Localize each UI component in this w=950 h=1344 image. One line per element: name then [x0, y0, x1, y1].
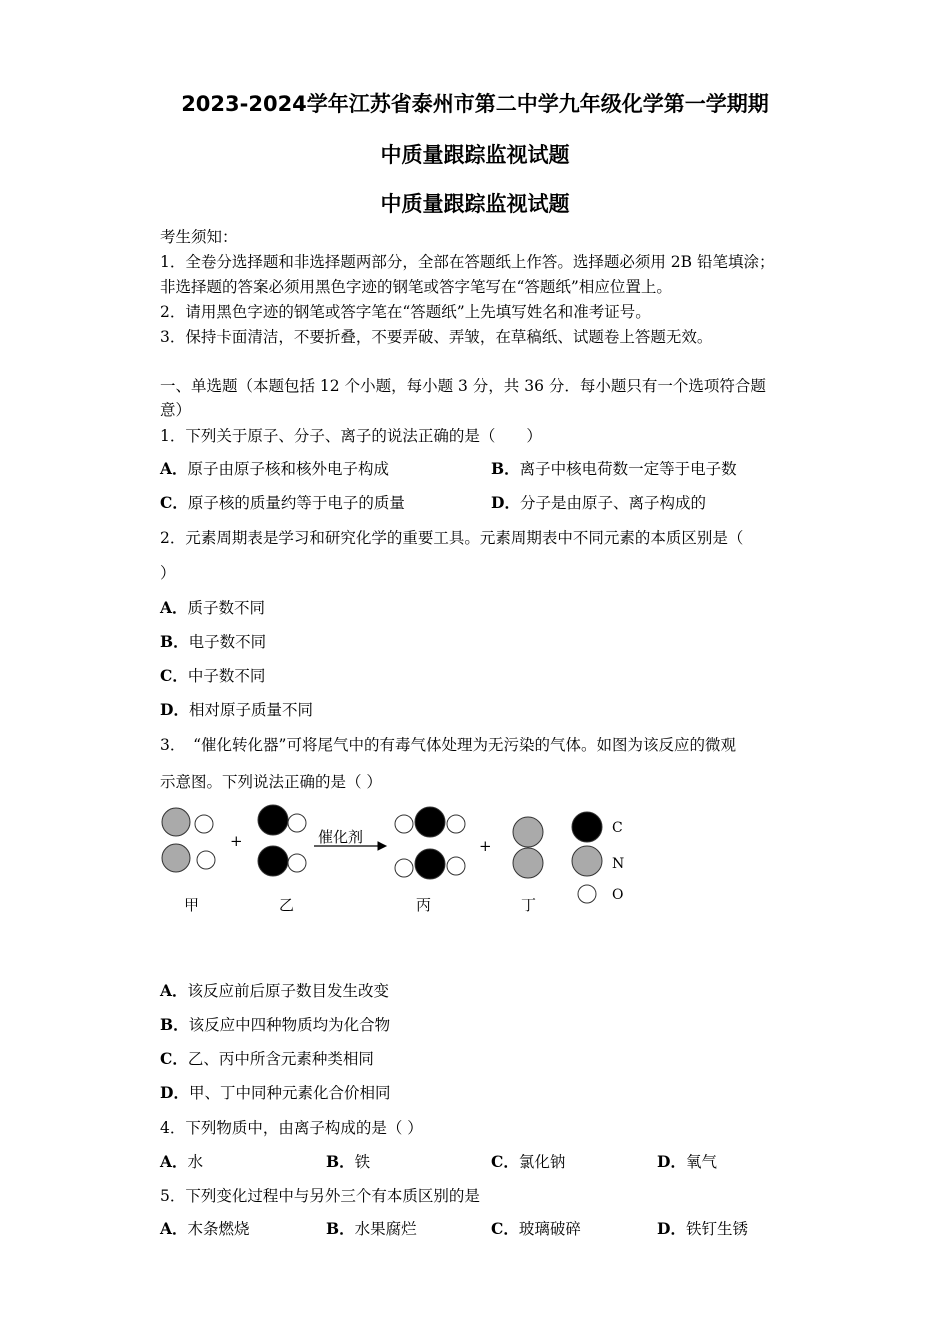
q3-option-d: [160, 1083, 390, 1103]
q5-option-a: [160, 1219, 250, 1239]
q2-option-a: [160, 598, 265, 618]
q2-option-b: [160, 632, 266, 652]
q4-option-b: [326, 1152, 370, 1172]
option-text: 氧气: [685, 1153, 717, 1171]
q1-stem: 1．下列关于原子、分子、离子的说法正确的是（ ）: [160, 427, 542, 445]
option-letter: D．: [657, 1219, 686, 1238]
q3-option-b: [160, 1015, 390, 1035]
legend-n: N: [612, 856, 625, 872]
legend-o: O: [612, 887, 624, 903]
option-letter: A．: [160, 1152, 188, 1171]
option-letter: A．: [160, 1219, 188, 1238]
notice-item-3: 3．保持卡面清洁，不要折叠，不要弄破、弄皱，在草稿纸、试题卷上答题无效。: [160, 328, 713, 346]
option-text: 电子数不同: [188, 633, 267, 651]
option-letter: B．: [326, 1152, 355, 1171]
option-letter: A．: [160, 459, 188, 478]
q5-stem: 5．下列变化过程中与另外三个有本质区别的是: [160, 1187, 480, 1205]
option-letter: C．: [491, 1152, 519, 1171]
notice-item-1a: 1．全卷分选择题和非选择题两部分，全部在答题纸上作答。选择题必须用 2B 铅笔填涂；: [160, 253, 775, 271]
option-letter: B．: [160, 632, 189, 651]
q3-option-c: [160, 1049, 374, 1069]
option-text: 原子核的质量约等于电子的质量: [187, 494, 405, 512]
q2-stem-b: ）: [160, 564, 176, 582]
q1-option-c: [160, 493, 405, 513]
q2-stem-a: 2．元素周期表是学习和研究化学的重要工具。元素周期表中不同元素的本质区别是（: [160, 529, 744, 547]
option-text: 该反应中四种物质均为化合物: [188, 1016, 391, 1034]
legend-carbon-atom: [572, 812, 602, 842]
legend-oxygen-atom: [578, 885, 596, 903]
q2-option-c: [160, 666, 265, 686]
label-bing: 丙: [416, 896, 432, 914]
molecule-bing-2: [395, 849, 465, 879]
option-letter: D．: [657, 1152, 686, 1171]
q3-stem-b: 示意图。下列说法正确的是（ ）: [160, 773, 382, 791]
q5-option-d: [657, 1219, 748, 1239]
option-letter: B．: [160, 1015, 189, 1034]
notice-heading: 考生须知：: [160, 228, 238, 246]
option-letter: C．: [160, 493, 188, 512]
option-text: 水: [187, 1153, 204, 1171]
notice-item-1b: 非选择题的答案必须用黑色字迹的钢笔或答字笔写在“答题纸”相应位置上。: [160, 278, 672, 296]
q1-option-b: [491, 459, 737, 479]
q3-stem-a: 3． “催化转化器”可将尾气中的有毒气体处理为无污染的气体。如图为该反应的微观: [160, 736, 736, 754]
molecule-jia-2: [162, 844, 215, 872]
option-letter: C．: [491, 1219, 519, 1238]
reaction-diagram: [150, 800, 650, 920]
q4-option-a: [160, 1152, 203, 1172]
option-text: 分子是由原子、离子构成的: [519, 494, 706, 512]
label-yi: 乙: [279, 896, 295, 914]
option-text: 该反应前后原子数目发生改变: [187, 982, 390, 1000]
option-text: 铁: [354, 1153, 371, 1171]
option-letter: D．: [160, 1083, 189, 1102]
option-letter: C．: [160, 666, 188, 685]
section-heading-a: 一、单选题（本题包括 12 个小题，每小题 3 分，共 36 分．每小题只有一个选项符合题: [160, 377, 766, 395]
option-text: 水果腐烂: [354, 1220, 417, 1238]
option-text: 离子中核电荷数一定等于电子数: [519, 460, 737, 478]
page-title-line2: 中质量跟踪监视试题: [380, 143, 570, 167]
label-jia: 甲: [184, 896, 200, 914]
option-text: 甲、丁中同种元素化合价相同: [188, 1084, 391, 1102]
option-letter: B．: [491, 459, 520, 478]
q3-option-a: [160, 981, 389, 1001]
molecule-yi-1: [258, 805, 306, 835]
option-text: 原子由原子核和核外电子构成: [187, 460, 390, 478]
q2-option-d: [160, 700, 313, 720]
section-heading-b: 意）: [160, 401, 192, 419]
option-text: 氯化钠: [518, 1153, 566, 1171]
option-text: 质子数不同: [187, 599, 266, 617]
option-letter: A．: [160, 598, 188, 617]
molecule-bing-1: [395, 807, 465, 837]
option-text: 铁钉生锈: [685, 1220, 748, 1238]
option-letter: A．: [160, 981, 188, 1000]
q4-stem: 4．下列物质中，由离子构成的是（ ）: [160, 1119, 423, 1137]
q4-option-d: [657, 1152, 717, 1172]
page-title-line3: 中质量跟踪监视试题: [380, 192, 570, 216]
option-text: 玻璃破碎: [518, 1220, 581, 1238]
legend-nitrogen-atom: [572, 846, 602, 876]
page-title-line1: 2023-2024学年江苏省泰州市第二中学九年级化学第一学期期: [181, 92, 769, 116]
plus-sign-1: +: [230, 832, 243, 850]
q1-option-d: [491, 493, 706, 513]
q1-option-a: [160, 459, 389, 479]
option-text: 相对原子质量不同: [188, 701, 313, 719]
legend-c: C: [612, 820, 623, 836]
label-ding: 丁: [521, 896, 537, 914]
option-letter: B．: [326, 1219, 355, 1238]
reaction-arrow-head: [378, 842, 386, 850]
q4-option-c: [491, 1152, 565, 1172]
option-text: 中子数不同: [187, 667, 266, 685]
option-letter: C．: [160, 1049, 188, 1068]
plus-sign-2: +: [479, 837, 492, 855]
catalyst-label: 催化剂: [318, 828, 364, 846]
option-text: 乙、丙中所含元素种类相同: [187, 1050, 374, 1068]
q5-option-b: [326, 1219, 417, 1239]
molecule-jia-1: [162, 808, 213, 836]
option-text: 木条燃烧: [187, 1220, 250, 1238]
option-letter: D．: [491, 493, 520, 512]
notice-item-2: 2．请用黑色字迹的钢笔或答字笔在“答题纸”上先填写姓名和准考证号。: [160, 303, 651, 321]
q5-option-c: [491, 1219, 581, 1239]
molecule-yi-2: [258, 846, 306, 876]
molecule-ding: [513, 817, 543, 878]
option-letter: D．: [160, 700, 189, 719]
